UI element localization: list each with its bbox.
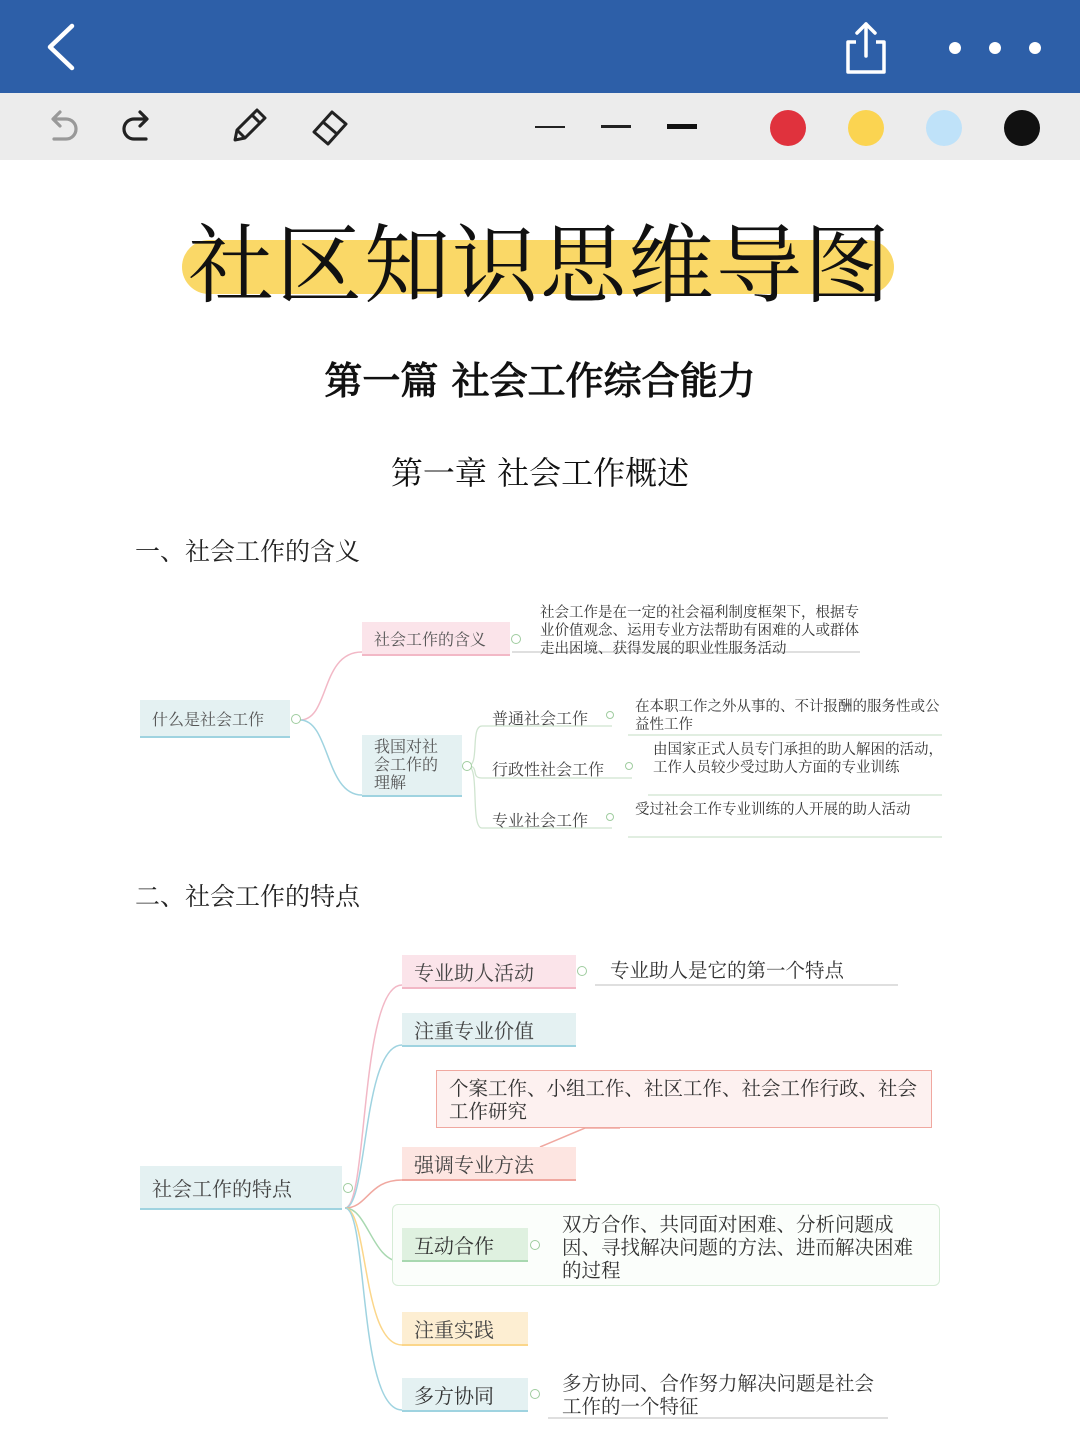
collapse-icon[interactable] bbox=[606, 711, 614, 719]
mm2-branch-3-leaf: 个案工作、小组工作、社区工作、社会工作行政、社会工作研究 bbox=[436, 1070, 932, 1128]
part-heading: 第一篇 社会工作综合能力 bbox=[324, 359, 756, 403]
mm1-child-2-leaf: 由国家正式人员专门承担的助人解困的活动，工作人员较少受过助人方面的专业训练 bbox=[653, 742, 943, 776]
mm2-branch-4[interactable] bbox=[402, 1228, 528, 1262]
section-heading-1: 一、社会工作的含义 bbox=[135, 537, 361, 566]
mm1-node-china-label: 我国对社会工作的理解 bbox=[374, 737, 439, 792]
mm1-child-1-label: 普通社会工作 bbox=[492, 708, 589, 728]
mm2-branch-1-leaf: 专业助人是它的第一个特点 bbox=[610, 959, 845, 982]
section-heading-2: 二、社会工作的特点 bbox=[135, 882, 361, 911]
collapse-icon[interactable] bbox=[343, 1183, 353, 1193]
collapse-icon[interactable] bbox=[530, 1240, 540, 1250]
mm2-branch-4-leaf: 双方合作、共同面对困难、分析问题成因、寻找解决问题的方法、进而解决困难的过程 bbox=[562, 1213, 914, 1282]
mm1-child-1[interactable] bbox=[480, 706, 610, 728]
collapse-icon[interactable] bbox=[606, 813, 614, 821]
mm2-branch-5[interactable] bbox=[402, 1312, 528, 1346]
mm1-child-3-leaf: 受过社会工作专业训练的人开展的助人活动 bbox=[635, 802, 911, 818]
collapse-icon[interactable] bbox=[625, 762, 633, 770]
mm1-child-2-label: 行政性社会工作 bbox=[492, 759, 605, 779]
mm2-root-node[interactable] bbox=[140, 1166, 342, 1210]
mm1-child-3-label: 专业社会工作 bbox=[492, 810, 589, 830]
mm2-branch-3[interactable] bbox=[402, 1147, 576, 1181]
collapse-icon[interactable] bbox=[511, 634, 521, 644]
collapse-icon[interactable] bbox=[530, 1389, 540, 1399]
mm1-node-definition[interactable] bbox=[362, 622, 510, 656]
mm1-root-label: 什么是社会工作 bbox=[152, 709, 265, 729]
mm1-definition-leaf: 社会工作是在一定的社会福利制度框架下，根据专业价值观念、运用专业方法帮助有困难的人或群体走出困境、获得发展的职业性服务活动 bbox=[540, 605, 859, 657]
mm2-root-label: 社会工作的特点 bbox=[152, 1176, 292, 1201]
mm2-branch-2-label: 注重专业价值 bbox=[414, 1018, 534, 1043]
mm1-child-2[interactable] bbox=[480, 757, 630, 779]
page-title: 社区知识思维导图 bbox=[188, 216, 892, 316]
mm2-branch-6-label: 多方协同 bbox=[414, 1383, 494, 1408]
mm1-node-definition-label: 社会工作的含义 bbox=[374, 629, 487, 649]
mm1-root-node[interactable] bbox=[140, 700, 290, 738]
collapse-icon[interactable] bbox=[462, 761, 472, 771]
collapse-icon[interactable] bbox=[577, 966, 587, 976]
mm1-node-china[interactable] bbox=[362, 735, 462, 797]
mm2-branch-4-label: 互动合作 bbox=[414, 1233, 494, 1258]
mm1-child-3[interactable] bbox=[480, 808, 610, 830]
collapse-icon[interactable] bbox=[291, 714, 301, 724]
mm2-branch-3-label: 强调专业方法 bbox=[414, 1152, 534, 1177]
mm2-branch-2[interactable] bbox=[402, 1013, 576, 1047]
mm2-branch-1[interactable] bbox=[402, 955, 576, 989]
mm2-branch-5-label: 注重实践 bbox=[414, 1317, 494, 1342]
mm2-branch-6-leaf: 多方协同、合作努力解决问题是社会工作的一个特征 bbox=[562, 1372, 875, 1418]
mm2-branch-1-label: 专业助人活动 bbox=[414, 960, 534, 985]
mm1-child-1-leaf: 在本职工作之外从事的、不计报酬的服务性或公益性工作 bbox=[635, 699, 940, 733]
mm2-branch-6[interactable] bbox=[402, 1378, 528, 1412]
chapter-heading: 第一章 社会工作概述 bbox=[390, 454, 690, 492]
